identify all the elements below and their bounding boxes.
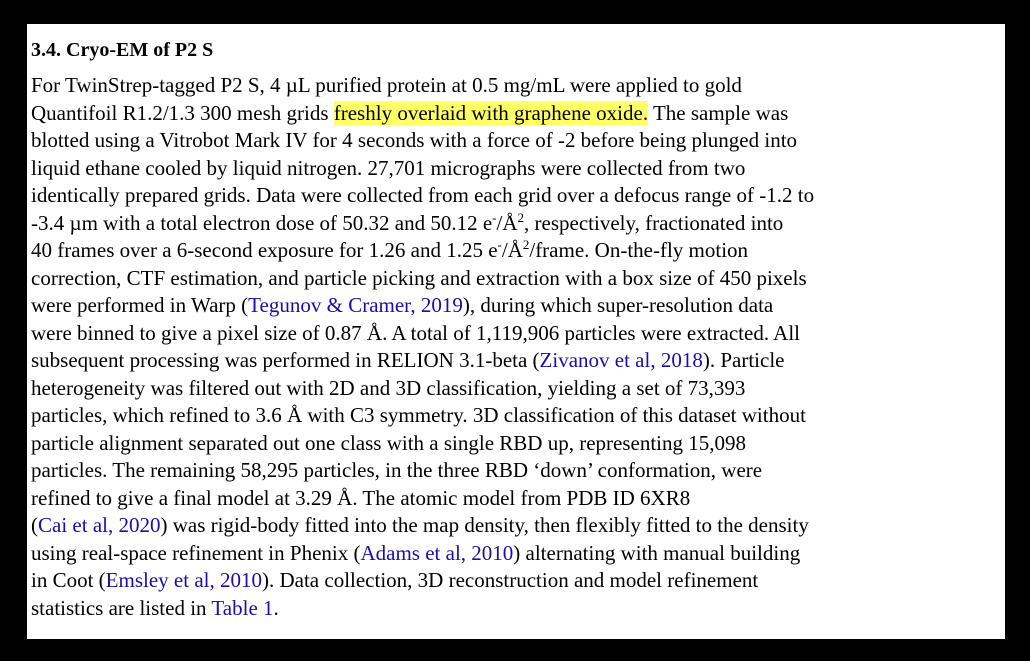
text-line bbox=[31, 347, 997, 375]
section-content bbox=[31, 36, 997, 622]
text-segment: refined to give a final model at 3.29 Å. The atomic model from PDB ID 6XR8 bbox=[31, 485, 691, 510]
text-line bbox=[31, 237, 997, 265]
citation-link[interactable]: Cai et al, 2020 bbox=[38, 513, 161, 537]
text-segment: Quantifoil R1.2/1.3 300 mesh grids bbox=[31, 100, 334, 125]
superscript: - bbox=[492, 209, 497, 225]
text-segment: /Å bbox=[501, 238, 523, 262]
text-segment: identically prepared grids. Data were collected from each grid over a defocus range of -1.2 to bbox=[31, 183, 815, 207]
text-line bbox=[31, 375, 997, 403]
text-line bbox=[31, 540, 997, 568]
citation-link[interactable]: Zivanov et al, 2018 bbox=[539, 348, 703, 372]
text-segment: particle alignment separated out one class with a single RBD up, representing 15,098 bbox=[31, 430, 746, 455]
text-segment: in Coot ( bbox=[31, 568, 106, 592]
text-line bbox=[31, 210, 997, 238]
text-line bbox=[31, 485, 997, 513]
text-segment: ( bbox=[31, 513, 38, 537]
text-line bbox=[31, 402, 997, 430]
text-segment: ) alternating with manual building bbox=[513, 540, 801, 565]
text-segment: subsequent processing was performed in RELION 3.1-beta ( bbox=[31, 348, 540, 372]
text-line bbox=[31, 155, 997, 183]
text-line bbox=[31, 265, 997, 293]
text-segment: -3.4 µm with a total electron dose of 50.32 and 50.12 e bbox=[31, 210, 493, 235]
highlighted-text: freshly overlaid with graphene oxide. bbox=[333, 100, 649, 125]
text-line bbox=[31, 567, 997, 595]
text-segment: The sample was bbox=[648, 100, 789, 125]
text-segment: /frame. On-the-fly motion bbox=[529, 238, 749, 262]
text-segment: 40 frames over a 6-second exposure for 1.26 and 1.25 e bbox=[31, 238, 498, 262]
text-segment: ) was rigid-body fitted into the map density, then flexibly fitted to the density bbox=[160, 513, 809, 537]
text-segment: were binned to give a pixel size of 0.87 Å. A total of 1,119,906 particles were extracted. All bbox=[31, 320, 801, 345]
text-line bbox=[31, 182, 997, 210]
text-segment: ), during which super-resolution data bbox=[462, 293, 774, 317]
text-segment: . bbox=[273, 595, 279, 620]
text-segment: were performed in Warp ( bbox=[31, 293, 249, 317]
text-line bbox=[31, 595, 997, 623]
text-segment: particles, which refined to 3.6 Å with C3 symmetry. 3D classification of this dataset without bbox=[31, 403, 806, 427]
text-segment: statistics are listed in bbox=[31, 595, 212, 620]
citation-link[interactable]: Tegunov & Cramer, 2019 bbox=[248, 293, 463, 317]
text-segment: heterogeneity was filtered out with 2D and 3D classification, yielding a set of 73,393 bbox=[31, 375, 746, 400]
text-segment: using real-space refinement in Phenix ( bbox=[31, 540, 361, 565]
superscript: - bbox=[497, 237, 502, 252]
text-segment: particles. The remaining 58,295 particles, in the three RBD ‘down’ conformation, were bbox=[31, 458, 763, 482]
text-line bbox=[31, 292, 997, 320]
text-segment: /Å bbox=[496, 210, 518, 235]
text-segment: ). Data collection, 3D reconstruction and model refinement bbox=[261, 568, 759, 592]
text-segment: correction, CTF estimation, and particle picking and extraction with a box size of 450 pixels bbox=[31, 265, 807, 290]
text-segment: blotted using a Vitrobot Mark IV for 4 seconds with a force of -2 before being plunged into bbox=[31, 128, 798, 152]
table-link[interactable]: Table 1 bbox=[211, 595, 274, 620]
text-line bbox=[31, 100, 997, 128]
superscript: 2 bbox=[517, 209, 525, 225]
section-heading: 3.4. Cryo-EM of P2 S bbox=[31, 39, 214, 61]
text-line bbox=[31, 512, 997, 540]
text-segment: , respectively, fractionated into bbox=[524, 210, 784, 235]
body-paragraph bbox=[31, 72, 997, 622]
citation-link[interactable]: Emsley et al, 2010 bbox=[105, 568, 262, 592]
text-line bbox=[31, 430, 997, 458]
text-line bbox=[31, 127, 997, 155]
text-line bbox=[31, 72, 997, 100]
superscript: 2 bbox=[522, 237, 530, 252]
document-page bbox=[27, 24, 1005, 639]
text-segment: liquid ethane cooled by liquid nitrogen. 27,701 micrographs were collected from two bbox=[31, 155, 746, 180]
text-line bbox=[31, 320, 997, 348]
citation-link[interactable]: Adams et al, 2010 bbox=[360, 540, 514, 565]
text-line bbox=[31, 457, 997, 485]
text-segment: ). Particle bbox=[702, 348, 785, 372]
text-segment: For TwinStrep-tagged P2 S, 4 µL purified protein at 0.5 mg/mL were applied to gold bbox=[31, 73, 742, 97]
